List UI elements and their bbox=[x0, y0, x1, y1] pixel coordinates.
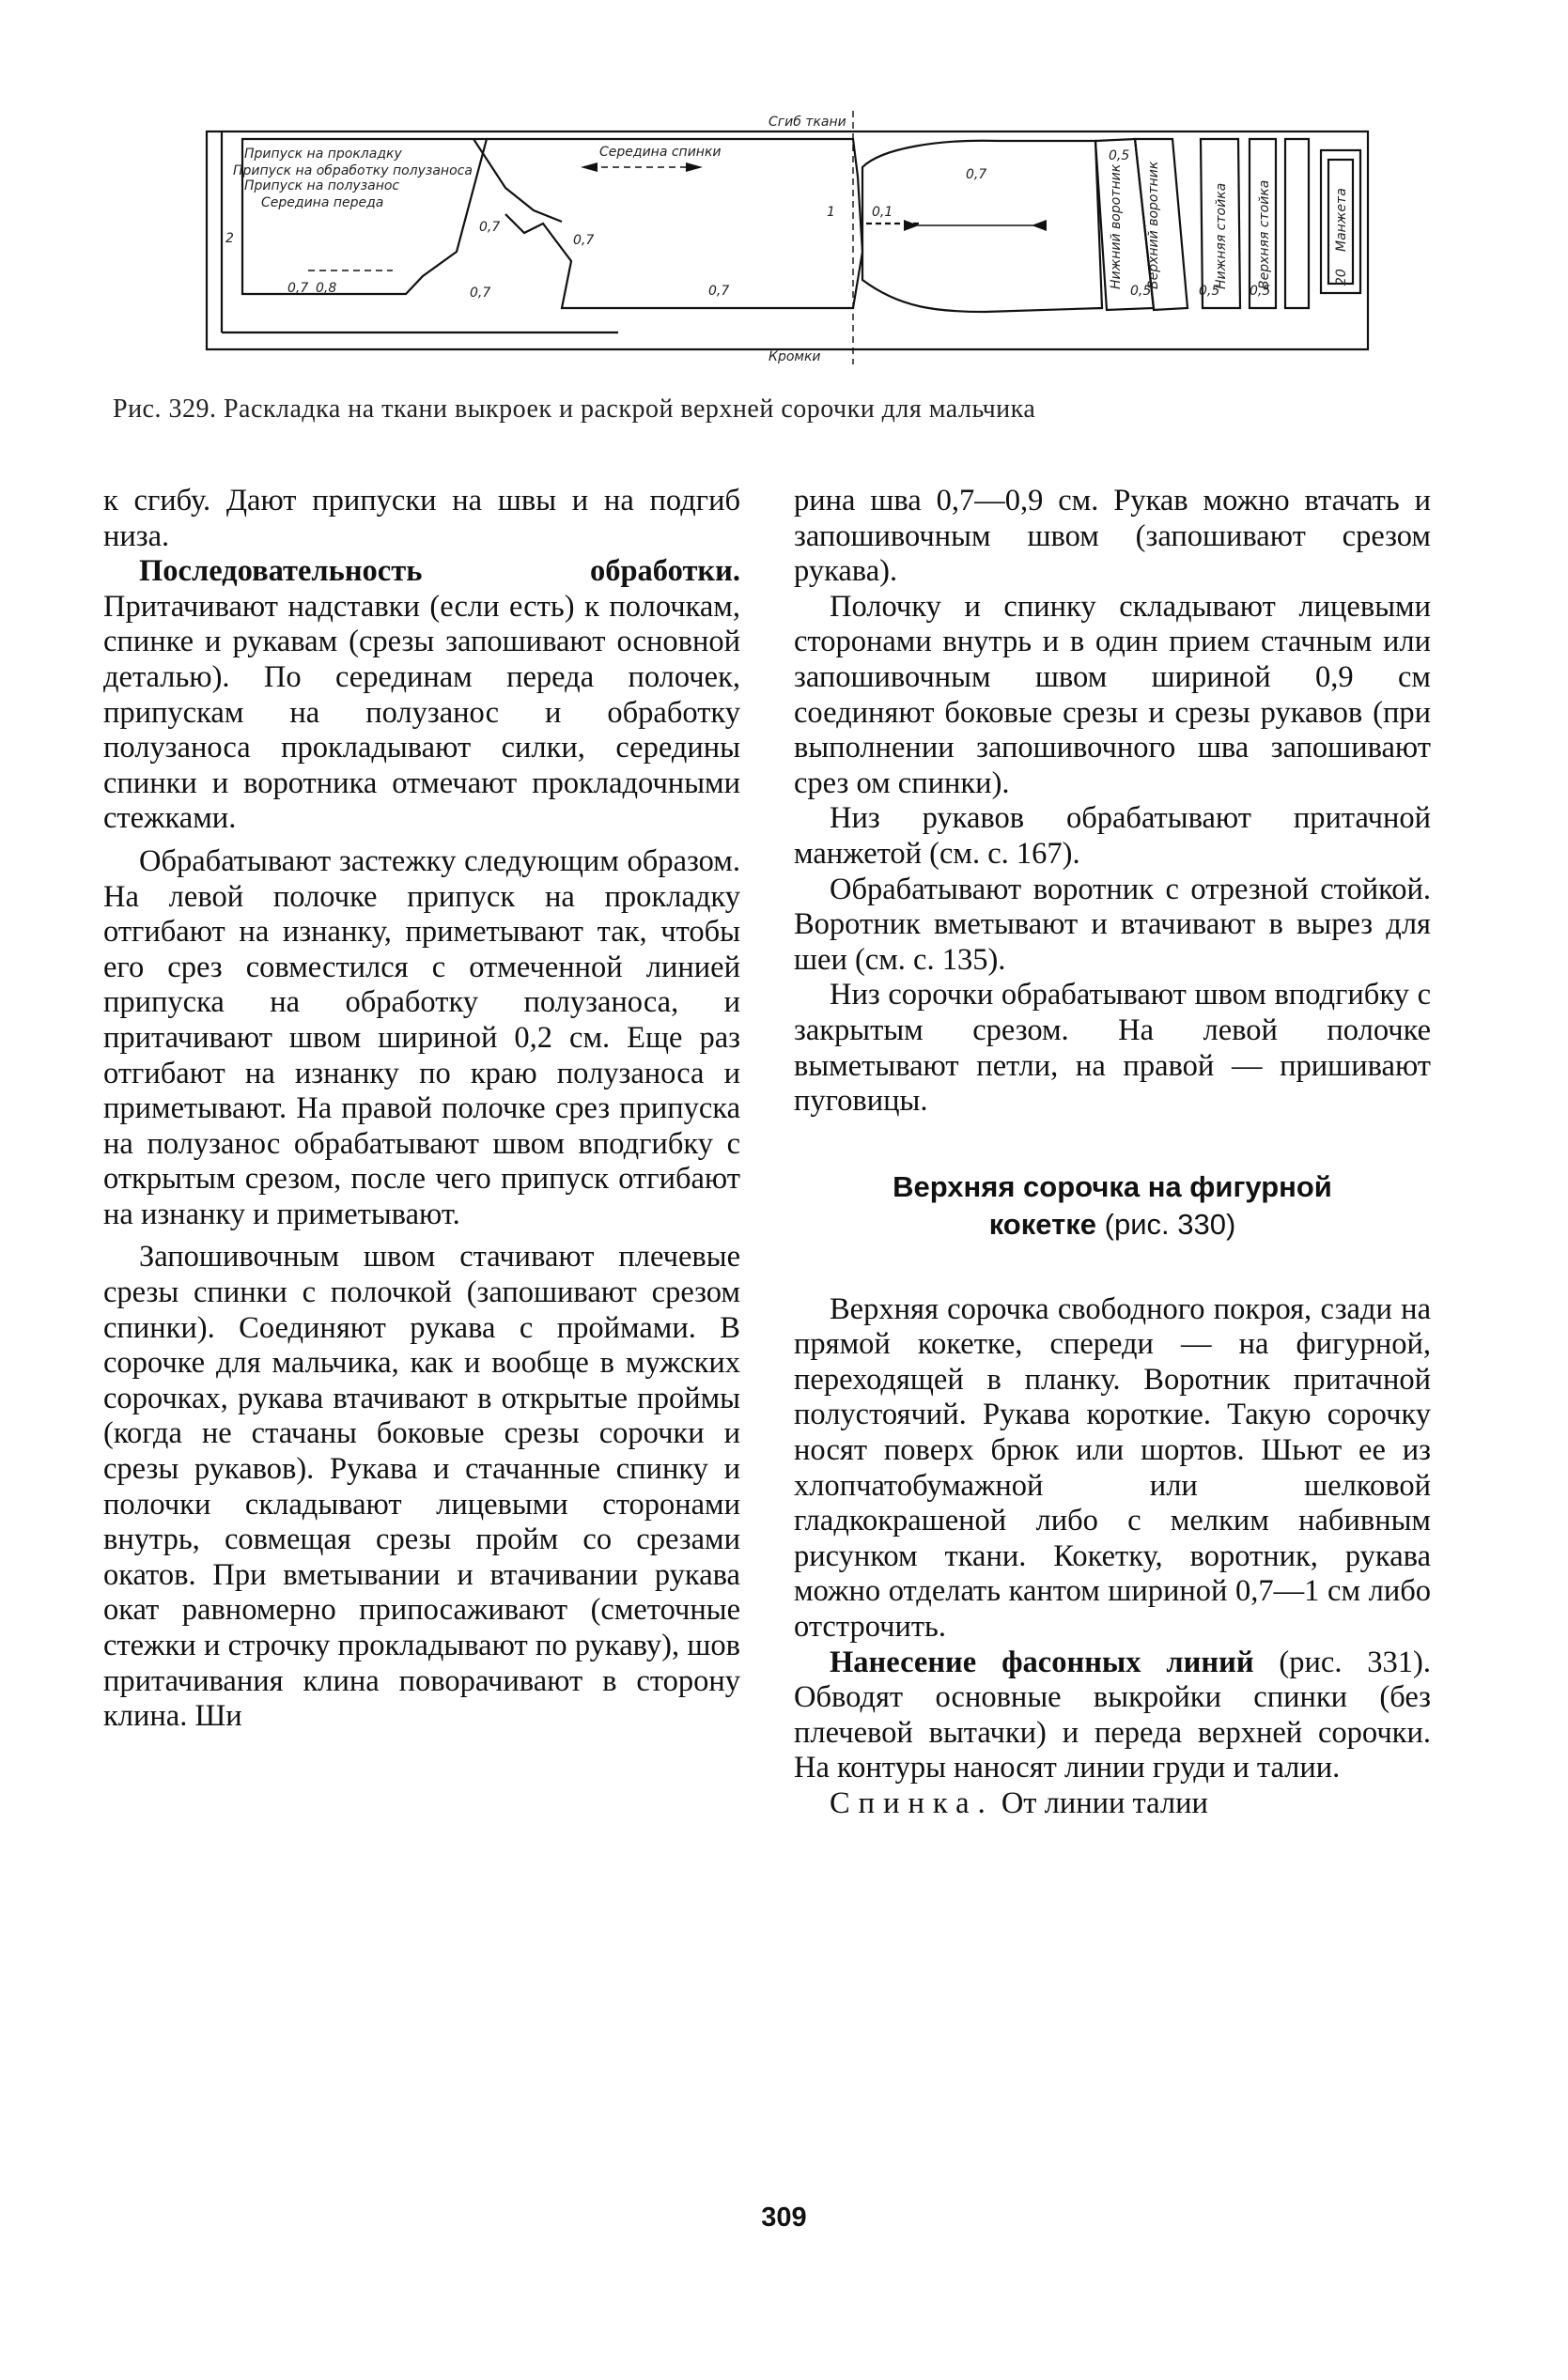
paragraph: Нанесение фасонных линий (рис. 331). Обводят основные выкройки спинки (без плечевой вытачки) и переда верхней сорочки. На контуры наносят линии груди и талии. bbox=[794, 1645, 1432, 1785]
svg-text:1: 1 bbox=[827, 205, 835, 220]
stand-bottom-label: Нижняя стойка bbox=[1214, 182, 1229, 289]
svg-text:0,7: 0,7 bbox=[708, 284, 730, 299]
back-middle-label: Середина спинки bbox=[599, 145, 722, 160]
paragraph: Обрабатывают застежку следующим образом. На левой полочке припуск на прокладку отгибают на изнанку, приметывают так, чтобы его срез совместился с отмеченной линией припуска на обработку полузаноса, и притачивают швом шириной 0,2 см. Еще раз отгибают на изнанку по краю полузаноса и приметывают. На правой полочке срез припуска на полузанос обрабатывают швом вподгибку с открытым срезом, после чего припуск отгибают на изнанку и приметывают. bbox=[103, 843, 740, 1231]
svg-text:0,7: 0,7 bbox=[287, 281, 309, 296]
svg-text:0,8: 0,8 bbox=[316, 281, 337, 296]
overlap-allowance-label: Припуск на обработку полузаноса bbox=[233, 163, 473, 178]
svg-text:0,7: 0,7 bbox=[470, 286, 491, 301]
svg-text:0,5: 0,5 bbox=[1199, 284, 1220, 299]
section-heading: Верхняя сорочка на фигурной кокетке (рис. 330) bbox=[893, 1169, 1332, 1241]
svg-text:0,5: 0,5 bbox=[1109, 148, 1130, 163]
figure-caption: Рис. 329. Раскладка на ткани выкроек и раскрой верхней сорочки для мальчика bbox=[113, 394, 1036, 424]
half-overlap-label: Припуск на полузанос bbox=[244, 178, 400, 193]
page-number: 309 bbox=[761, 2202, 807, 2233]
svg-text:0,7: 0,7 bbox=[573, 233, 595, 248]
svg-text:0,5: 0,5 bbox=[1250, 284, 1271, 299]
svg-text:0,7: 0,7 bbox=[479, 220, 501, 235]
paragraph: Запошивочным швом стачивают плечевые срезы спинки с полочкой (запошивают срезом спинки). Соединяют рукава с проймами. В сорочке для мальчика, как и вообще в мужских сорочках, рукава втачивают в открытые проймы (когда не стачаны боковые срезы сорочки и срезы рукавов). Рукава и стачанные спинку и полочки складывают лицевыми сторонами внутрь, совмещая срезы пройм со срезами окатов. При вметывании и втачивании рукава окат равномерно припосаживают (сметочные стежки и строчку прокладывают по рукаву), шов притачивания клина поворачивают в сторону клина. Ши bbox=[103, 1240, 740, 1734]
fold-label: Сгиб ткани bbox=[768, 115, 846, 130]
svg-text:0,1: 0,1 bbox=[872, 205, 893, 220]
paragraph: рина шва 0,7—0,9 см. Рукав можно втачать и запошивочным швом (запошивают срезом рукава). bbox=[794, 484, 1431, 589]
paragraph: к сгибу. Дают припуски на швы и на подгиб низа. bbox=[103, 484, 740, 553]
paragraph: Верхняя сорочка свободного покроя, сзади на прямой кокетке, спереди — на фигурной, переходящей в планку. Воротник притачной полустоячий. Рукава короткие. Такую сорочку носят поверх брюк или шортов. Шьют ее из хлопчатобумажной или шелковой гладкокрашеной либо с мелким набивным рисунком ткани. Кокетку, воротник, рукава можно отделать кантом шириной 0,7—1 см либо отстрочить. bbox=[794, 1291, 1431, 1645]
pattern-layout-svg bbox=[205, 111, 1370, 364]
placket-allowance-label: Припуск на прокладку bbox=[244, 147, 402, 162]
subheading-spaced: Спинка. bbox=[830, 1786, 994, 1820]
svg-text:20: 20 bbox=[1334, 269, 1349, 286]
back-panel-contour bbox=[487, 139, 862, 308]
subheading: Последовательность обработки. bbox=[139, 554, 740, 589]
paragraph: Низ сорочки обрабатывают швом вподгибку с закрытым срезом. На левой полочке выметывают петли, на правой — пришивают пуговицы. bbox=[794, 978, 1431, 1119]
layout-diagram bbox=[205, 111, 1370, 364]
stand-piece-3 bbox=[1285, 139, 1309, 308]
subheading: Нанесение фасонных линий bbox=[830, 1645, 1254, 1679]
front-middle-label: Середина переда bbox=[261, 195, 384, 210]
paragraph: Обрабатывают воротник с отрезной стойкой. Воротник вметывают и втачивают в вырез для шеи (см. с. 135). bbox=[794, 872, 1431, 977]
collar-top-label: Верхний воротник bbox=[1146, 161, 1161, 289]
left-column bbox=[103, 484, 740, 1735]
svg-text:2: 2 bbox=[225, 231, 234, 246]
selvage-label: Кромки bbox=[768, 349, 821, 364]
paragraph: Последовательность обработки. Притачивают надставки (если есть) к полочкам, спинке и рукавам (срезы запошивают основной деталью). По серединам переда полочек, припускам на полузанос и обработку полузаноса прокладывают силки, середины спинки и воротника отмечают прокладочными стежками. bbox=[103, 554, 740, 836]
right-column bbox=[794, 484, 1431, 1822]
cuff-label: Манжета bbox=[1334, 188, 1349, 252]
svg-text:0,5: 0,5 bbox=[1130, 284, 1152, 299]
stand-top-label: Верхняя стойка bbox=[1257, 179, 1272, 289]
paragraph: Спинка. От линии талии bbox=[830, 1786, 1208, 1820]
collar-bottom-label: Нижний воротник bbox=[1109, 163, 1124, 289]
svg-text:0,7: 0,7 bbox=[966, 167, 987, 182]
paragraph: Полочку и спинку складывают лицевыми сторонами внутрь и в один прием стачным или запошивочным швом шириной 0,9 см соединяют боковые срезы и срезы рукавов (при выполнении запошивочного шва запошивают срез ом спинки). bbox=[794, 589, 1431, 800]
paragraph: Низ рукавов обрабатывают притачной манжетой (см. с. 167). bbox=[794, 801, 1431, 871]
